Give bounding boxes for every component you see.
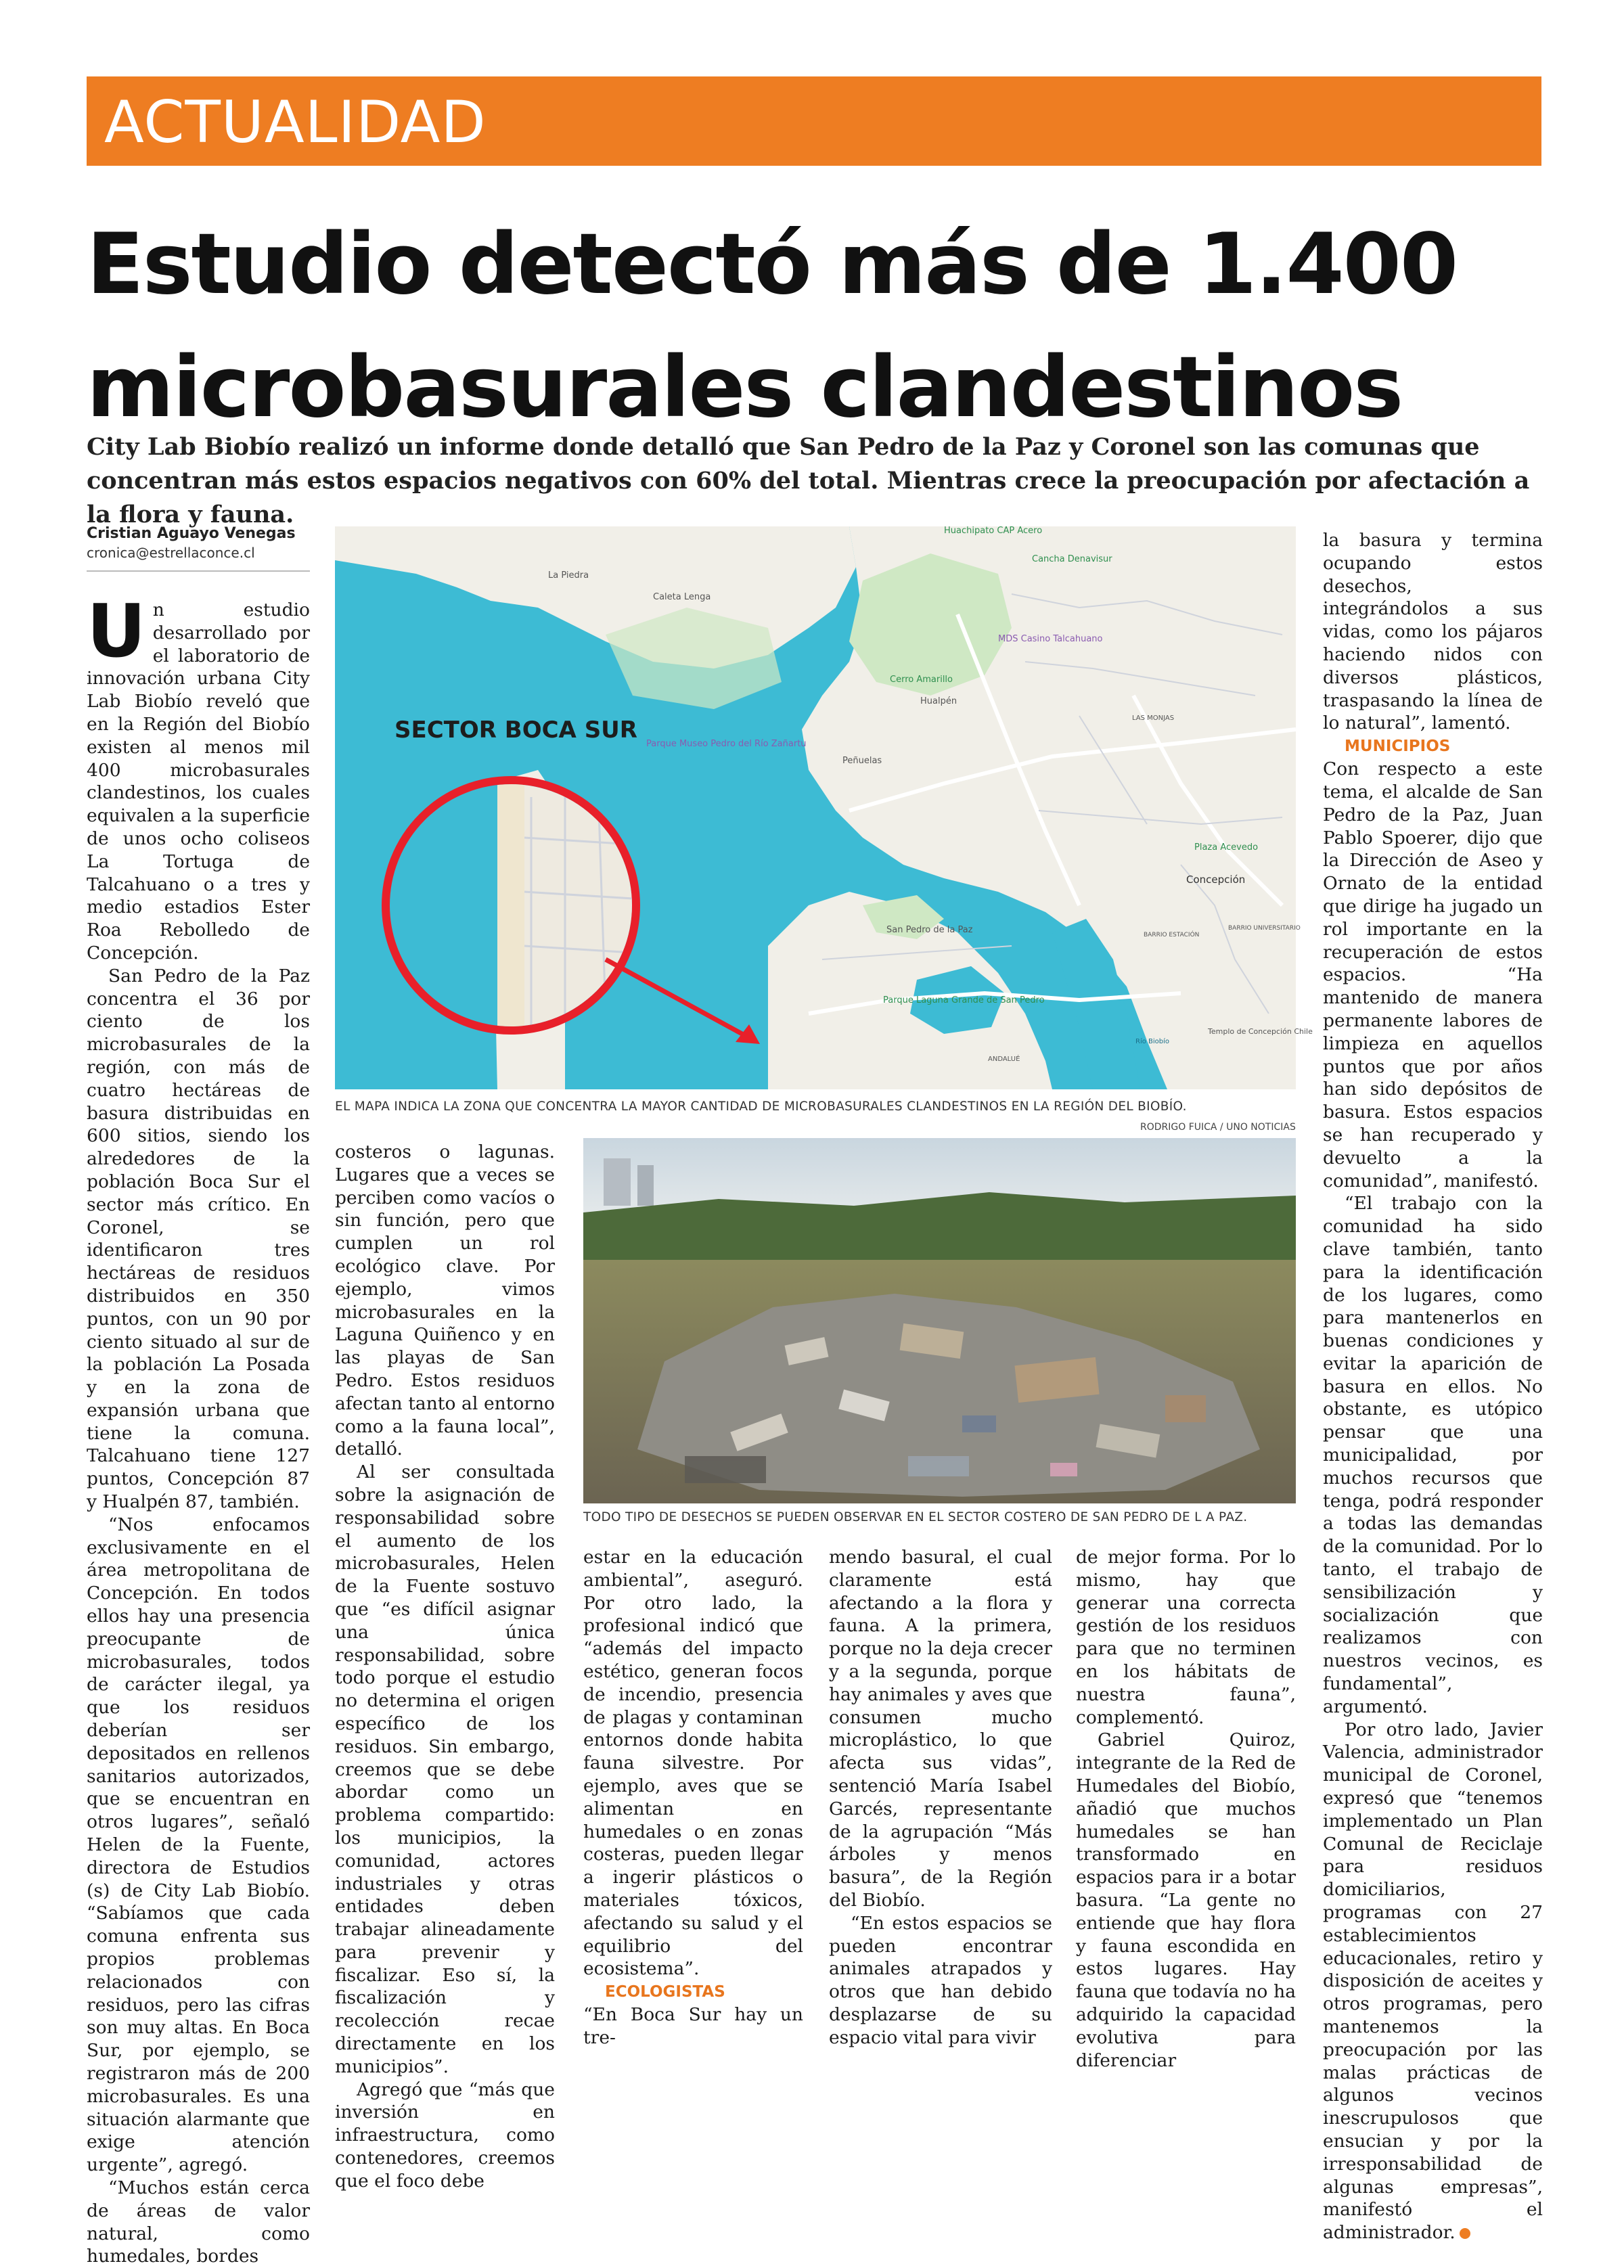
map-label: LAS MONJAS [1132, 715, 1175, 722]
paragraph: mendo basural, el cual claramente está afectando a la flora y fauna. A la primera, porque no la deja crecer y a la segunda, porque hay animales y aves que consumen mucho microplástico, lo que afecta sus vidas”, sentenció María Isabel Garcés, representante de la agrupación “Más árboles y menos basura”, de la Región del Biobío. [829, 1547, 1052, 1911]
paragraph: Gabriel Quiroz, integrante de la Red de Humedales del Biobío, añadió que muchos humedales se han transformado en espacios para ir a botar basura. “La gente no entiende que hay flora y fauna escondida en estos lugares. Hay fauna que todavía no ha adquirido la capacidad evolutiva para diferenciar [1076, 1729, 1296, 2071]
paragraph: Al ser consultada sobre la asignación de responsabilidad sobre el aumento de los microbasurales, Helen de la Fuente sostuvo que “es difícil asignar una única responsabilidad, sobre todo porque el estudio no determina el origen específico de los residuos. Sin embargo, creemos que se debe abordar como un problema compartido: los municipios, la comunidad, actores industriales y otras entidades deben trabajar alineadamente para prevenir y fiscalizar. Eso sí, la fiscalización y recolección recae directamente en los municipios”. [335, 1461, 555, 2077]
map-label: Parque Museo Pedro del Río Zañartu [646, 739, 807, 749]
map-label: Huachipato CAP Acero [944, 526, 1043, 536]
paragraph: San Pedro de la Paz concentra el 36 por ciento de los microbasurales de la región, con más de cuatro hectáreas de basura distribuidas en 600 sitios, siendo los alrededores de la población Boca Sur el sector más crítico. En Coronel, se identificaron tres hectáreas de residuos distribuidos en 350 puntos, con un 90 por ciento situado al sur de la población La Posada y en la zona de expansión urbana que tiene la comuna. Talcahuano tiene 127 puntos, Concepción 87 y Hualpén 87, también. [87, 965, 310, 1513]
article-column-5 [1076, 1546, 1296, 2072]
subhead-municipios: MUNICIPIOS [1345, 738, 1451, 756]
author-email: cronica@estrellaconce.cl [87, 545, 255, 561]
map-label: Cerro Amarillo [890, 675, 953, 685]
headline-line-2: microbasurales clandestinos [87, 339, 1403, 436]
map-label: La Piedra [548, 570, 589, 581]
map-sector-label: SECTOR BOCA SUR [394, 717, 637, 744]
map-label: Concepción [1186, 874, 1246, 886]
headline-line-1: Estudio detectó más de 1.400 [87, 216, 1458, 313]
map-label: BARRIO ESTACIÓN [1144, 932, 1200, 938]
author-name: Cristian Aguayo Venegas [87, 525, 296, 542]
map-label: MDS Casino Talcahuano [998, 634, 1103, 644]
map-label: Río Biobío [1135, 1038, 1170, 1045]
article-column-4 [829, 1546, 1052, 2049]
map-label: Peñuelas [842, 756, 882, 766]
article-column-2 [335, 1141, 555, 2193]
end-mark-icon [1460, 2228, 1470, 2239]
map-label: ANDALUÉ [988, 1056, 1020, 1063]
map-label: Parque Laguna Grande de San Pedro [883, 995, 1045, 1005]
article-column-1 [87, 589, 310, 2268]
map-label: San Pedro de la Paz [886, 925, 973, 935]
article-column-6 [1323, 529, 1543, 2244]
paragraph: “En Boca Sur hay un tre- [583, 2004, 803, 2048]
paragraph: la basura y termina ocupando estos desechos, integrándolos a sus vidas, como los pájaros haciendo nidos con diversos plásticos, traspasando la línea de lo natural”, lamentó. [1323, 530, 1543, 734]
headline [87, 203, 1541, 449]
paragraph: “Muchos están cerca de áreas de valor natural, como humedales, bordes [87, 2177, 310, 2267]
paragraph: Por otro lado, Javier Valencia, administrador municipal de Coronel, expresó que “tenemos implementado un Plan Comunal de Reciclaje para residuos domiciliarios, programas con 27 establecimientos educacionales, retiro y disposición de aceites y otros programas, pero mantenemos la preocupación por las malas prácticas de algunos vecinos inescrupulosos que ensucian y por la irresponsabilidad de algunas empresas”, manifestó el administrador. [1323, 1719, 1543, 2244]
map-caption: EL MAPA INDICA LA ZONA QUE CONCENTRA LA MAYOR CANTIDAD DE MICROBASURALES CLANDESTINOS EN LA REGIÓN DEL BIOBÍO. [335, 1099, 1187, 1114]
map-label: Plaza Acevedo [1194, 842, 1259, 853]
section-banner [87, 76, 1541, 166]
paragraph: Agregó que “más que inversión en infraestructura, como contenedores, creemos que el foco debe [335, 2079, 555, 2192]
map-label: BARRIO UNIVERSITARIO [1228, 925, 1301, 932]
section-label: ACTUALIDAD [104, 89, 487, 156]
map-label: Hualpén [920, 696, 957, 706]
map-image [335, 526, 1313, 1089]
dump-photo [583, 1138, 1296, 1503]
map-label: Cancha Denavisur [1032, 554, 1112, 564]
map-label: Caleta Lenga [653, 592, 711, 602]
article-column-3 [583, 1546, 803, 2049]
paragraph: “En estos espacios se pueden encontrar animales atrapados y otros que han debido desplazarse de su espacio vital para vivir [829, 1912, 1052, 2048]
deck: City Lab Biobío realizó un informe donde detalló que San Pedro de la Paz y Coronel son las comunas que concentran más estos espacios negativos con 60% del total. Mientras crece la preocupación por afectación a la flora y fauna. [87, 433, 1530, 528]
photo-credit: RODRIGO FUICA / UNO NOTICIAS [1140, 1122, 1296, 1133]
paragraph: “Nos enfocamos exclusivamente en el área metropolitana de Concepción. En todos ellos hay una presencia preocupante de microbasurales, todos de carácter ilegal, ya que los residuos deberían ser depositados en rellenos sanitarios autorizados, que se encuentran en otros lugares”, señaló Helen de la Fuente, directora de Estudios (s) de City Lab Biobío. “Sabíamos que cada comuna enfrenta sus propios problemas relacionados con residuos, pero las cifras son muy altas. En Boca Sur, por ejemplo, se registraron más de 200 microbasurales. Es una situación alarmante que exige atención urgente”, agregó. [87, 1514, 310, 2176]
paragraph: de mejor forma. Por lo mismo, hay que generar una correcta gestión de los residuos para que no terminen en los hábitats de nuestra fauna”, complementó. [1076, 1547, 1296, 1728]
paragraph: Con respecto a este tema, el alcalde de San Pedro de la Paz, Juan Pablo Spoerer, dijo que la Dirección de Aseo y Ornato de la entidad que dirige ha jugado un rol importante en la recuperación de estos espacios. “Ha mantenido de manera permanente labores de limpieza en aquellos puntos que por años han sido depósitos de basura. Estos espacios se han recuperado y devuelto a la comunidad”, manifestó. [1323, 758, 1543, 1192]
paragraph: estar en la educación ambiental”, aseguró. Por otro lado, la profesional indicó que “además del impacto estético, generan focos de incendio, presencia de plagas y contaminan entornos donde habita fauna silvestre. Por ejemplo, aves que se alimentan en humedales o en zonas costeras, pueden llegar a ingerir plásticos o materiales tóxicos, afectando su salud y el equilibrio del ecosistema”. [583, 1547, 803, 1980]
map-label: Templo de Concepción Chile [1208, 1027, 1313, 1036]
subhead-ecologistas: ECOLOGISTAS [605, 1983, 725, 2001]
paragraph: costeros o lagunas. Lugares que a veces se perciben como vacíos o sin función, pero que cumplen un rol ecológico clave. Por ejemplo, vimos microbasurales en la Laguna Quiñenco y en las playas de San Pedro. Estos residuos afectan tanto al entorno como a la fauna local”, detalló. [335, 1141, 555, 1460]
paragraph: “El trabajo con la comunidad ha sido clave también, tanto para la identificación de los lugares, como para mantenerlos en buenas condiciones y evitar la aparición de basura en ellos. No obstante, es utópico pensar que una municipalidad, por muchos recursos que tenga, podrá responder a todas las demandas de la comunidad. Por lo tanto, el trabajo de sensibilización y socialización que realizamos con nuestros vecinos, es fundamental”, argumentó. [1323, 1193, 1543, 1717]
paragraph: Un estudio desarrollado por el laboratorio de innovación urbana City Lab Biobío reveló que en la Región del Biobío existen al menos mil 400 microbasurales clandestinos, los cuales equivalen a la superficie de unos ocho coliseos La Tortuga de Talcahuano o a tres y medio estadios Ester Roa Rebolledo de Concepción. [87, 589, 310, 963]
byline [87, 525, 310, 572]
drop-cap: U [87, 589, 146, 674]
photo-caption: TODO TIPO DE DESECHOS SE PUEDEN OBSERVAR EN EL SECTOR COSTERO DE SAN PEDRO DE L A PAZ. [583, 1510, 1248, 1524]
